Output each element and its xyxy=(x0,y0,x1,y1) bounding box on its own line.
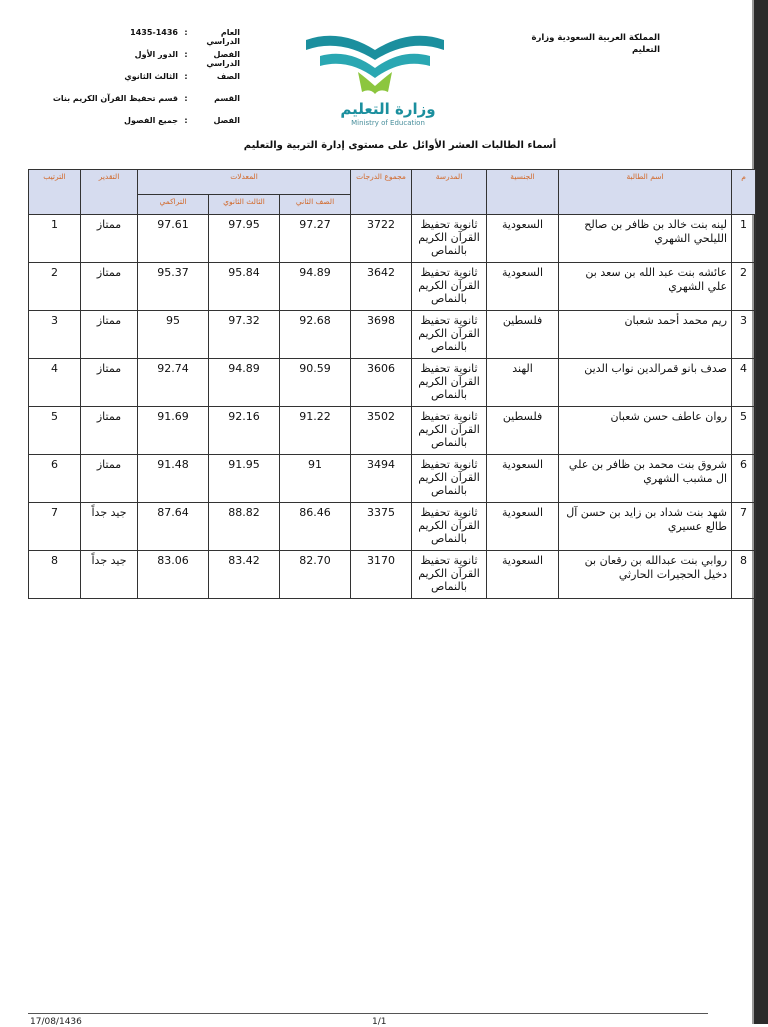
info-label: الفصل xyxy=(213,116,240,125)
cell-nationality: فلسطين xyxy=(487,407,559,455)
cell-school: ثانوية تحفيظ القرآن الكريم بالنماص xyxy=(412,503,487,551)
cell-total: 3494 xyxy=(351,455,412,503)
cell-rank: 8 xyxy=(29,551,81,599)
cell-num: 3 xyxy=(732,311,756,359)
cell-rank: 3 xyxy=(29,311,81,359)
header-school: المدرسة xyxy=(412,170,487,215)
cell-nationality: السعودية xyxy=(487,215,559,263)
info-block xyxy=(40,26,240,136)
cell-rank: 6 xyxy=(29,455,81,503)
cell-grade: ممتاز xyxy=(81,263,138,311)
info-row-term xyxy=(40,48,240,70)
cell-grade2: 91 xyxy=(280,455,351,503)
page-title: أسماء الطالبات العشر الأوائل على مستوى إدارة التربية والتعليم xyxy=(243,140,557,151)
cell-total: 3606 xyxy=(351,359,412,407)
cell-grade2: 86.46 xyxy=(280,503,351,551)
cell-total: 3375 xyxy=(351,503,412,551)
info-label: الفصل الدراسي xyxy=(206,50,240,68)
footer-date: 17/08/1436 xyxy=(30,1017,82,1027)
cell-grade: ممتاز xyxy=(81,455,138,503)
cell-name: شهد بنت شداد بن زايد بن حسن آل طالع عسيري xyxy=(559,503,732,551)
cell-grade3: 97.95 xyxy=(209,215,280,263)
cell-school: ثانوية تحفيظ القرآن الكريم بالنماص xyxy=(412,455,487,503)
table-row xyxy=(29,551,756,599)
table-row xyxy=(29,311,756,359)
header-grade: التقدير xyxy=(81,170,138,215)
cell-school: ثانوية تحفيظ القرآن الكريم بالنماص xyxy=(412,359,487,407)
cell-grade: ممتاز xyxy=(81,311,138,359)
cell-total: 3698 xyxy=(351,311,412,359)
info-row-section xyxy=(40,92,240,114)
cell-school: ثانوية تحفيظ القرآن الكريم بالنماص xyxy=(412,407,487,455)
info-value: الدور الأول xyxy=(134,50,178,59)
cell-total: 3502 xyxy=(351,407,412,455)
info-label: القسم xyxy=(214,94,240,103)
cell-num: 8 xyxy=(732,551,756,599)
cell-cumulative: 87.64 xyxy=(138,503,209,551)
info-value: الثالث الثانوي xyxy=(124,72,178,81)
cell-grade: ممتاز xyxy=(81,359,138,407)
results-table xyxy=(28,169,756,599)
cell-school: ثانوية تحفيظ القرآن الكريم بالنماص xyxy=(412,311,487,359)
header-rank: الترتيب xyxy=(29,170,81,215)
table-row xyxy=(29,359,756,407)
cell-rank: 2 xyxy=(29,263,81,311)
cell-grade2: 97.27 xyxy=(280,215,351,263)
info-row-year xyxy=(40,26,240,48)
cell-name: روابي بنت عبدالله بن رقعان بن دخيل الحجيرات الحارثي xyxy=(559,551,732,599)
cell-grade2: 91.22 xyxy=(280,407,351,455)
logo-text-ar: وزارة التعليم xyxy=(340,100,436,118)
cell-grade2: 92.68 xyxy=(280,311,351,359)
cell-nationality: السعودية xyxy=(487,455,559,503)
cell-grade2: 94.89 xyxy=(280,263,351,311)
cell-cumulative: 95.37 xyxy=(138,263,209,311)
ministry-logo xyxy=(300,26,450,128)
cell-cumulative: 91.69 xyxy=(138,407,209,455)
cell-cumulative: 91.48 xyxy=(138,455,209,503)
cell-total: 3722 xyxy=(351,215,412,263)
cell-grade3: 91.95 xyxy=(209,455,280,503)
cell-school: ثانوية تحفيظ القرآن الكريم بالنماص xyxy=(412,551,487,599)
cell-num: 5 xyxy=(732,407,756,455)
cell-name: صدف بانو قمرالدين نواب الدين xyxy=(559,359,732,407)
cell-num: 4 xyxy=(732,359,756,407)
cell-grade2: 82.70 xyxy=(280,551,351,599)
info-row-class xyxy=(40,70,240,92)
cell-name: ريم محمد أحمد شعبان xyxy=(559,311,732,359)
cell-rank: 4 xyxy=(29,359,81,407)
cell-nationality: السعودية xyxy=(487,503,559,551)
header-grade3: الثالث الثانوي xyxy=(209,195,280,215)
info-value: قسم تحفيظ القرآن الكريم بنات xyxy=(52,94,178,103)
cell-num: 2 xyxy=(732,263,756,311)
cell-school: ثانوية تحفيظ القرآن الكريم بالنماص xyxy=(412,215,487,263)
cell-grade2: 90.59 xyxy=(280,359,351,407)
cell-total: 3642 xyxy=(351,263,412,311)
cell-nationality: فلسطين xyxy=(487,311,559,359)
info-label: العام الدراسي xyxy=(206,28,240,46)
table-row xyxy=(29,215,756,263)
cell-cumulative: 92.74 xyxy=(138,359,209,407)
page-edge xyxy=(754,0,768,1024)
table-row xyxy=(29,455,756,503)
cell-num: 7 xyxy=(732,503,756,551)
table-row xyxy=(29,263,756,311)
cell-total: 3170 xyxy=(351,551,412,599)
footer-page-number: 1/1 xyxy=(372,1017,387,1027)
cell-grade3: 95.84 xyxy=(209,263,280,311)
header-row xyxy=(29,170,756,195)
info-value: جميع الفصول xyxy=(124,116,178,125)
cell-grade3: 97.32 xyxy=(209,311,280,359)
logo-text-en: Ministry of Education xyxy=(351,119,425,127)
cell-grade: جيد جداً xyxy=(81,503,138,551)
table-row xyxy=(29,503,756,551)
cell-grade: ممتاز xyxy=(81,215,138,263)
cell-rank: 5 xyxy=(29,407,81,455)
cell-rank: 7 xyxy=(29,503,81,551)
info-colon: : xyxy=(184,72,188,81)
header-cumulative: التراكمي xyxy=(138,195,209,215)
cell-num: 6 xyxy=(732,455,756,503)
cell-rank: 1 xyxy=(29,215,81,263)
table-row xyxy=(29,407,756,455)
cell-nationality: السعودية xyxy=(487,551,559,599)
cell-grade3: 94.89 xyxy=(209,359,280,407)
cell-num: 1 xyxy=(732,215,756,263)
header-grade2: الصف الثاني xyxy=(280,195,351,215)
info-colon: : xyxy=(184,28,188,37)
cell-nationality: الهند xyxy=(487,359,559,407)
info-row-division xyxy=(40,114,240,136)
ministry-label: المملكة العربية السعودية وزارة التعليم xyxy=(531,33,660,55)
cell-grade3: 83.42 xyxy=(209,551,280,599)
info-label: الصف xyxy=(216,72,240,81)
cell-grade: ممتاز xyxy=(81,407,138,455)
cell-grade3: 92.16 xyxy=(209,407,280,455)
cell-school: ثانوية تحفيظ القرآن الكريم بالنماص xyxy=(412,263,487,311)
cell-cumulative: 95 xyxy=(138,311,209,359)
footer-divider xyxy=(28,1013,708,1014)
cell-name: لينه بنت خالد بن ظافر بن صالح الليلحي الشهري xyxy=(559,215,732,263)
cell-name: روان عاطف حسن شعبان xyxy=(559,407,732,455)
info-colon: : xyxy=(184,50,188,59)
header-num: م xyxy=(732,170,756,215)
info-value: 1435-1436 xyxy=(130,28,178,37)
cell-name: عائشه بنت عبد الله بن سعد بن علي الشهري xyxy=(559,263,732,311)
header-name: اسم الطالبة xyxy=(559,170,732,215)
header-total: مجموع الدرجات xyxy=(351,170,412,215)
cell-name: شروق بنت محمد بن ظافر بن علي ال مشبب الشهري xyxy=(559,455,732,503)
header-nationality: الجنسية xyxy=(487,170,559,215)
cell-cumulative: 83.06 xyxy=(138,551,209,599)
cell-grade: جيد جداً xyxy=(81,551,138,599)
info-colon: : xyxy=(184,116,188,125)
header-averages: المعدلات xyxy=(138,170,351,195)
cell-cumulative: 97.61 xyxy=(138,215,209,263)
info-colon: : xyxy=(184,94,188,103)
cell-nationality: السعودية xyxy=(487,263,559,311)
cell-grade3: 88.82 xyxy=(209,503,280,551)
